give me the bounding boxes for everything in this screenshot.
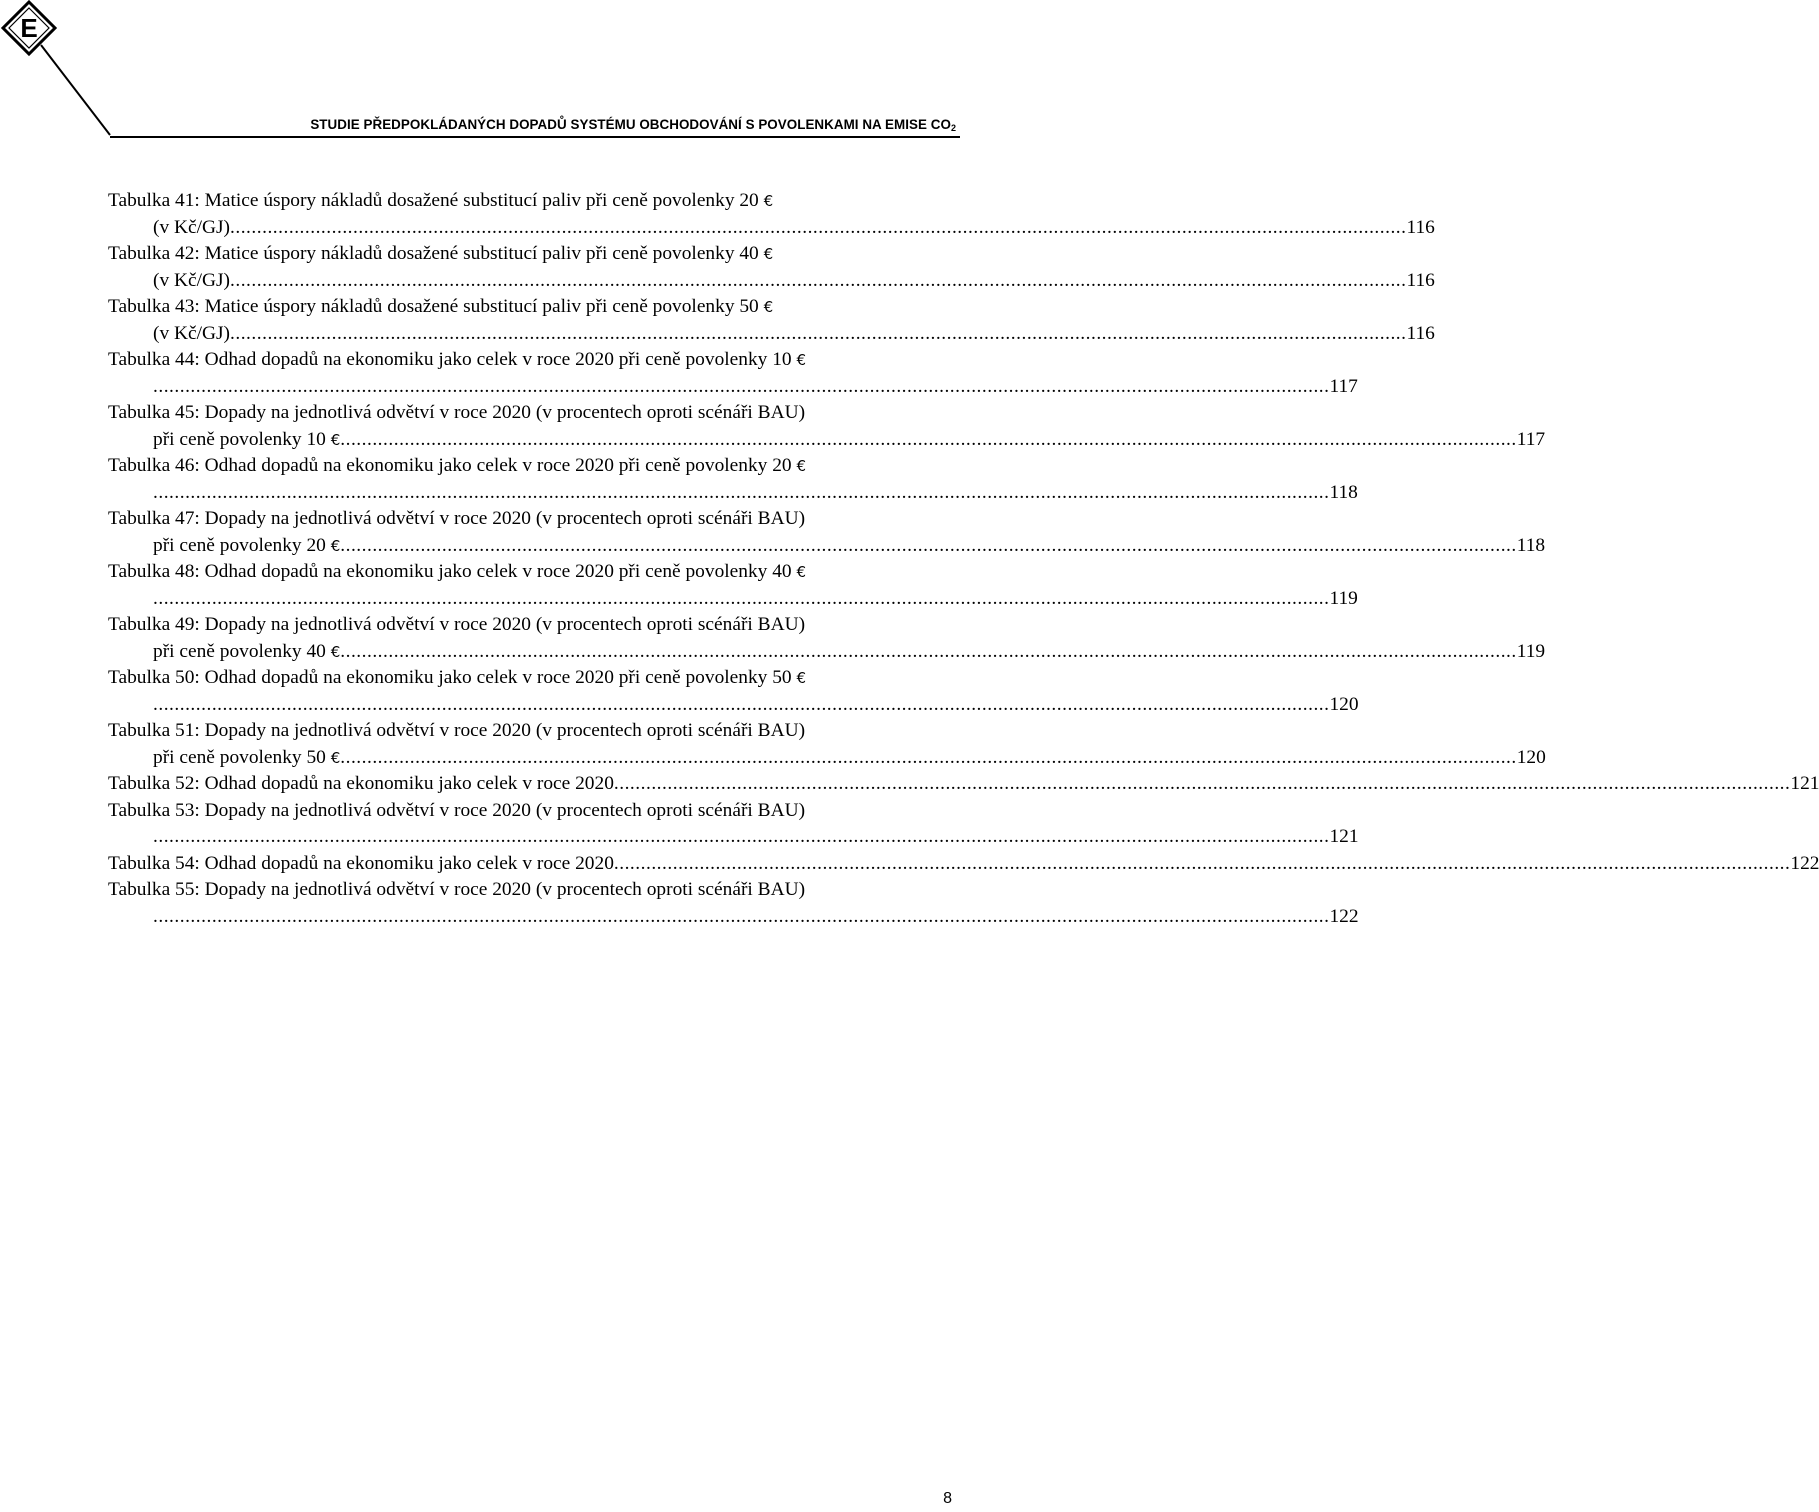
euro-icon: € <box>330 642 341 661</box>
toc-leader-dots: ............................................................................................................................................................................................................................ <box>230 216 1407 238</box>
euro-icon: € <box>796 351 806 369</box>
toc-entry-text: (v Kč/GJ) <box>153 216 231 238</box>
toc-entry[interactable] <box>108 559 1358 612</box>
toc-entry[interactable] <box>108 771 1819 798</box>
logo-letter: E <box>20 13 38 43</box>
table-of-tables <box>108 188 1819 930</box>
toc-entry-text: Tabulka 52: Odhad dopadů na ekonomiku jako celek v roce 2020 <box>108 773 614 794</box>
toc-leader-dots: ............................................................................................................................................................................................................................ <box>340 640 1517 662</box>
toc-entry[interactable] <box>108 400 1546 453</box>
toc-page-number: 122 <box>1329 905 1359 927</box>
toc-entry-text: Tabulka 53: Dopady na jednotlivá odvětví v roce 2020 (v procentech oproti scénáři BAU) <box>108 799 806 821</box>
toc-entry-text: Tabulka 49: Dopady na jednotlivá odvětví v roce 2020 (v procentech oproti scénáři BAU) <box>108 614 806 635</box>
toc-leader-dots: ............................................................................................................................................................................................................................ <box>153 826 1330 847</box>
toc-leader-dots: ............................................................................................................................................................................................................................ <box>153 587 1330 609</box>
euro-icon: € <box>330 536 341 555</box>
toc-entry[interactable] <box>108 851 1819 878</box>
euro-icon: € <box>330 430 341 449</box>
toc-page-number: 116 <box>1406 216 1435 238</box>
toc-leader-dots: ............................................................................................................................................................................................................................ <box>340 534 1517 556</box>
toc-leader-dots: ............................................................................................................................................................................................................................ <box>153 375 1330 397</box>
toc-entry[interactable] <box>108 506 1546 559</box>
toc-leader-dots: ............................................................................................................................................................................................................................ <box>153 905 1330 927</box>
toc-entry-text: Tabulka 54: Odhad dopadů na ekonomiku jako celek v roce 2020 <box>108 852 614 874</box>
toc-leader-dots: ............................................................................................................................................................................................................................ <box>613 773 1791 794</box>
toc-entry-text: při ceně povolenky 10 <box>153 428 331 450</box>
toc-entry-text: při ceně povolenky 40 <box>153 640 331 662</box>
toc-entry[interactable] <box>108 453 1358 506</box>
toc-entry[interactable] <box>108 188 1435 241</box>
toc-page-number: 117 <box>1329 375 1358 397</box>
toc-page-number: 118 <box>1329 481 1358 503</box>
toc-leader-dots: ............................................................................................................................................................................................................................ <box>230 269 1407 291</box>
euro-icon: € <box>796 563 806 581</box>
toc-leader-dots: ............................................................................................................................................................................................................................ <box>153 481 1330 503</box>
toc-entry-text: Tabulka 45: Dopady na jednotlivá odvětví v roce 2020 (v procentech oproti scénáři BAU) <box>108 402 806 423</box>
toc-entry[interactable] <box>108 612 1546 665</box>
toc-page-number: 122 <box>1790 852 1819 874</box>
toc-leader-dots: ............................................................................................................................................................................................................................ <box>613 852 1791 874</box>
toc-leader-dots: ............................................................................................................................................................................................................................ <box>153 693 1330 715</box>
toc-entry-text: Tabulka 47: Dopady na jednotlivá odvětví v roce 2020 (v procentech oproti scénáři BAU) <box>108 508 806 529</box>
toc-entry-text: (v Kč/GJ) <box>153 269 231 291</box>
toc-page-number: 116 <box>1406 269 1435 291</box>
toc-page-number: 120 <box>1516 746 1546 768</box>
toc-page-number: 118 <box>1516 534 1546 556</box>
toc-page-number: 120 <box>1329 693 1359 715</box>
toc-entry-text: Tabulka 51: Dopady na jednotlivá odvětví v roce 2020 (v procentech oproti scénáři BAU) <box>108 720 806 741</box>
euro-icon: € <box>763 192 774 210</box>
page-number: 8 <box>943 1490 952 1507</box>
toc-entry[interactable] <box>108 718 1546 771</box>
toc-entry[interactable] <box>108 294 1435 347</box>
euro-icon: € <box>796 669 806 687</box>
toc-leader-dots: ............................................................................................................................................................................................................................ <box>340 428 1517 450</box>
toc-entry-text: při ceně povolenky 20 <box>153 534 331 556</box>
toc-page-number: 121 <box>1329 826 1359 847</box>
page-header <box>0 0 960 140</box>
toc-entry[interactable] <box>108 877 1359 930</box>
euro-icon: € <box>330 748 341 767</box>
toc-entry-text: při ceně povolenky 50 <box>153 746 331 768</box>
euro-icon: € <box>796 457 806 475</box>
toc-leader-dots: ............................................................................................................................................................................................................................ <box>230 322 1407 344</box>
toc-page-number: 117 <box>1516 428 1546 450</box>
toc-page-number: 121 <box>1790 773 1819 794</box>
header-title <box>310 117 956 133</box>
toc-entry-text: Tabulka 48: Odhad dopadů na ekonomiku jako celek v roce 2020 při ceně povolenky 40 <box>108 561 797 582</box>
toc-entry-text: Tabulka 55: Dopady na jednotlivá odvětví v roce 2020 (v procentech oproti scénáři BAU) <box>108 879 806 900</box>
toc-entry-text: Tabulka 41: Matice úspory nákladů dosažené substitucí paliv při ceně povolenky 20 <box>108 190 764 211</box>
toc-entry-text: Tabulka 44: Odhad dopadů na ekonomiku jako celek v roce 2020 při ceně povolenky 10 <box>108 349 797 370</box>
header-rule <box>110 136 960 138</box>
header-title-subscript: 2 <box>950 123 956 133</box>
toc-entry[interactable] <box>108 798 1359 851</box>
toc-entry-text: Tabulka 46: Odhad dopadů na ekonomiku jako celek v roce 2020 při ceně povolenky 20 <box>108 455 797 476</box>
toc-leader-dots: ............................................................................................................................................................................................................................ <box>340 746 1517 768</box>
toc-entry[interactable] <box>108 665 1359 718</box>
toc-entry-text: Tabulka 42: Matice úspory nákladů dosažené substitucí paliv při ceně povolenky 40 <box>108 243 764 264</box>
toc-page-number: 119 <box>1329 587 1358 609</box>
header-title-text: STUDIE PŘEDPOKLÁDANÝCH DOPADŮ SYSTÉMU OBCHODOVÁNÍ S POVOLENKAMI NA EMISE CO <box>310 117 951 132</box>
logo-icon <box>0 0 120 140</box>
toc-entry-text: Tabulka 43: Matice úspory nákladů dosažené substitucí paliv při ceně povolenky 50 <box>108 296 764 317</box>
toc-entry-text: Tabulka 50: Odhad dopadů na ekonomiku jako celek v roce 2020 při ceně povolenky 50 <box>108 667 797 688</box>
euro-icon: € <box>763 245 774 263</box>
euro-icon: € <box>763 298 774 316</box>
toc-entry[interactable] <box>108 241 1435 294</box>
toc-page-number: 116 <box>1406 322 1435 344</box>
toc-entry-text: (v Kč/GJ) <box>153 322 231 344</box>
toc-entry[interactable] <box>108 347 1358 400</box>
toc-page-number: 119 <box>1516 640 1546 662</box>
